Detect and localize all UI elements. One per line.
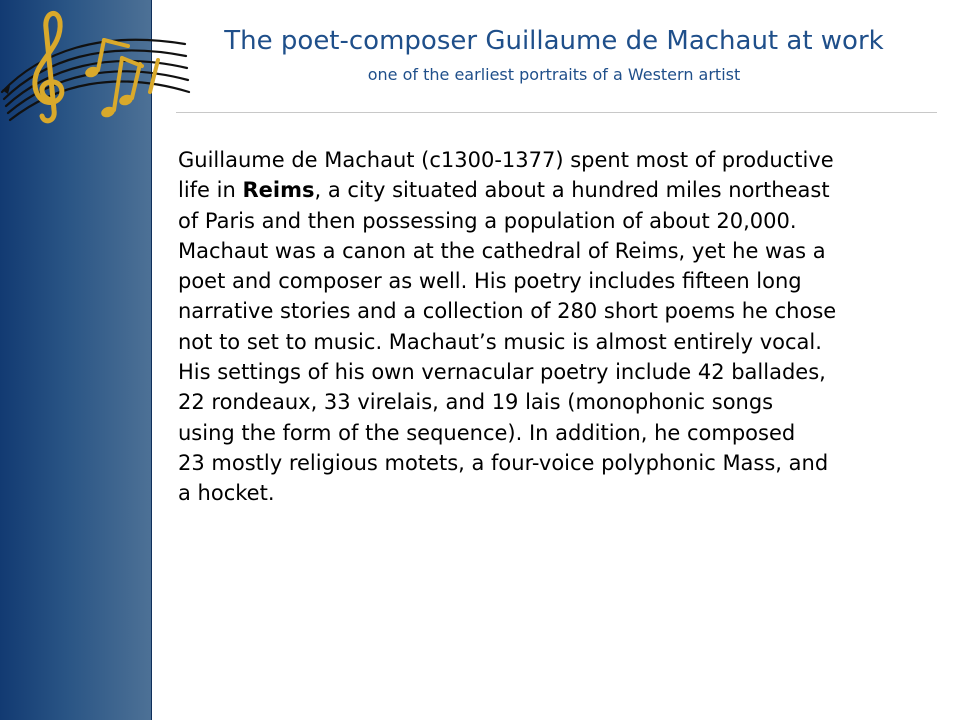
page-title: The poet-composer Guillaume de Machaut at work xyxy=(224,26,884,56)
body-line: using the form of the sequence). In addition, he composed xyxy=(178,420,796,445)
body-line: Guillaume de Machaut (c1300-1377) spent most of productive xyxy=(178,148,834,172)
body-text-segment: life in xyxy=(178,178,243,203)
body-line: not to set to music. Machaut’s music is almost entirely vocal. xyxy=(178,329,822,354)
body-paragraph xyxy=(178,145,918,509)
body-text-segment: , a city situated about a hundred miles northeast xyxy=(314,178,830,203)
body-line: 23 mostly religious motets, a four-voice polyphonic Mass, and xyxy=(178,450,829,475)
body-line xyxy=(178,175,918,205)
bold-term-reims: Reims xyxy=(242,178,315,203)
body-line: 22 rondeaux, 33 virelais, and 19 lais (monophonic songs xyxy=(178,390,774,415)
page-subtitle: one of the earliest portraits of a Western artist xyxy=(367,65,741,84)
body-line: narrative stories and a collection of 280 short poems he chose xyxy=(178,299,837,324)
treble-clef-music-staff-icon xyxy=(0,0,200,130)
body-line: a hocket. xyxy=(178,481,275,506)
body-line: Machaut was a canon at the cathedral of Reims, yet he was a xyxy=(178,238,826,263)
body-line: of Paris and then possessing a population of about 20,000. xyxy=(178,208,797,233)
title-divider xyxy=(176,112,937,113)
body-line: poet and composer as well. His poetry includes fifteen long xyxy=(178,269,802,294)
body-line: His settings of his own vernacular poetry include 42 ballades, xyxy=(178,360,826,385)
